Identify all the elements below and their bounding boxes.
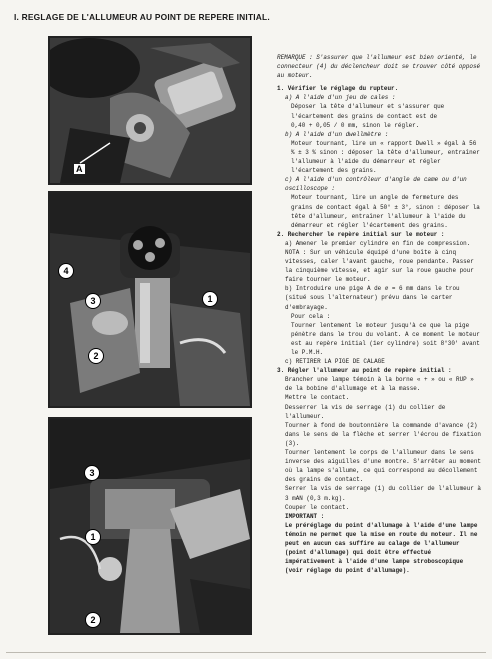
section-1b-label: b) A l'aide d'un dwellmètre : [285,130,389,138]
photo-distributor-overview [48,36,252,185]
engine-photo-2 [50,193,250,406]
section-3-body-7: Couper le contact. [285,503,350,511]
remarque-paragraph [277,53,482,80]
page-title: I. REGLAGE DE L'ALLUMEUR AU POINT DE REPERE INITIAL. [14,12,270,22]
engine-photo-1 [50,38,250,183]
section-3-body-1: Brancher une lampe témoin à la borne « + » ou « RUP » de la bobine d'allumage et à la masse. [285,376,474,393]
section-2b-body2: Tourner lentement le moteur jusqu'à ce que la pige pénètre dans le trou du volant. A ce moment le moteur est au repère initial (1er cylindre) soit 8°30' avant le P.M.H. [291,321,480,356]
section-1a-body: Déposer la tête d'allumeur et s'assurer que l'écartement des grains de contact est de [291,103,445,120]
callout-3: 3 [84,465,100,481]
section-2-title: 2. Rechercher le repère initial sur le moteur : [277,230,445,238]
callout-4: 4 [58,263,74,279]
section-3-title: 3. Régler l'allumeur au point de repère initial : [277,367,452,375]
engine-photo-3 [50,419,250,633]
photo-distributor-adjustment [48,417,252,635]
remarque-label: REMARQUE [277,54,306,61]
callout-2: 2 [88,348,104,364]
callout-1: 1 [202,291,218,307]
important-label: IMPORTANT : [285,512,325,520]
section-1a-label: a) A l'aide d'un jeu de cales : [285,94,396,102]
bottom-divider [6,652,486,653]
section-1c-label: c) A l'aide d'un contrôleur d'angle de came ou d'un oscilloscope : [285,176,467,193]
section-3-body-4: Tourner à fond de boutonnière la commande d'avance (2) dans le sens de la flèche et serrer l'écrou de fixation (3). [285,421,481,447]
callout-2: 2 [85,612,101,628]
section-1c-body: Moteur tournant, lire un angle de fermeture des grains de contact égal à 50° ± 3°, sinon : déposer la tête d'allumeur, entraîner l'allumeur à l'aide du démarreur et régler l'écartement des grains. [291,194,480,229]
section-1a-value: 0,40 + 0,05 / 0 mm, sinon le régler. [291,121,420,129]
section-3-body-2: Mettre le contact. [285,394,350,402]
callout-3: 3 [85,293,101,309]
callout-label-A: A [76,164,83,174]
section-3-body-6: Serrer la vis de serrage (1) du collier de l'allumeur à 3 mAN (0,3 m.kg). [285,485,481,502]
section-2c-body: c) RETIRER LA PIGE DE CALAGE [285,358,385,366]
section-1b-body: Moteur tournant, lire un « rapport Dwell » égal à 56 % ± 3 % sinon : déposer la tête d'allumeur, entraîner l'allumeur à l'aide du démarreur et régler l'écartement des grains. [291,139,480,175]
section-2b-pour: Pour cela : [291,312,331,320]
section-2b-body: b) Introduire une pige A de ⌀ = 6 mm dans le trou (situé sous l'alternateur) prévu dans le carter d'embrayage. [285,285,460,311]
section-3-body-5: Tourner lentement le corps de l'allumeur dans le sens inverse des aiguilles d'une montre. S'arrêter au moment où la lampe s'allume, ce qui correspond au décollement des grains de contact. [285,449,481,484]
photo-distributor-callouts [48,191,252,408]
section-2a-body: a) Amener le premier cylindre en fin de compression. NOTA : Sur un véhicule équipé d'une boîte à cinq vitesses, caler l'avant gauche, roue pendante. Passer la cinquième vitesse, et agir sur la roue gauche pour faire tourner le moteur. [285,239,474,284]
important-body: Le préréglage du point d'allumage à l'aide d'une lampe témoin ne permet que la mise en route du moteur. Il ne peut en aucun cas suffire au calage de l'allumeur (point d'allumage) qui doit être effectué impérativement à l'aide d'une lampe stroboscopique (voir réglage du point d'allumage). [285,521,478,575]
instructions-column [277,53,482,575]
section-3-body-3: Desserrer la vis de serrage (1) du collier de l'allumeur. [285,403,446,420]
remarque-body: : S'assurer que l'allumeur est bien orienté, le connecteur (4) du déclencheur doit se trouver côté opposé au moteur. [277,54,481,80]
section-1-title: 1. Vérifier le réglage du rupteur. [277,85,399,93]
callout-1: 1 [85,529,101,545]
